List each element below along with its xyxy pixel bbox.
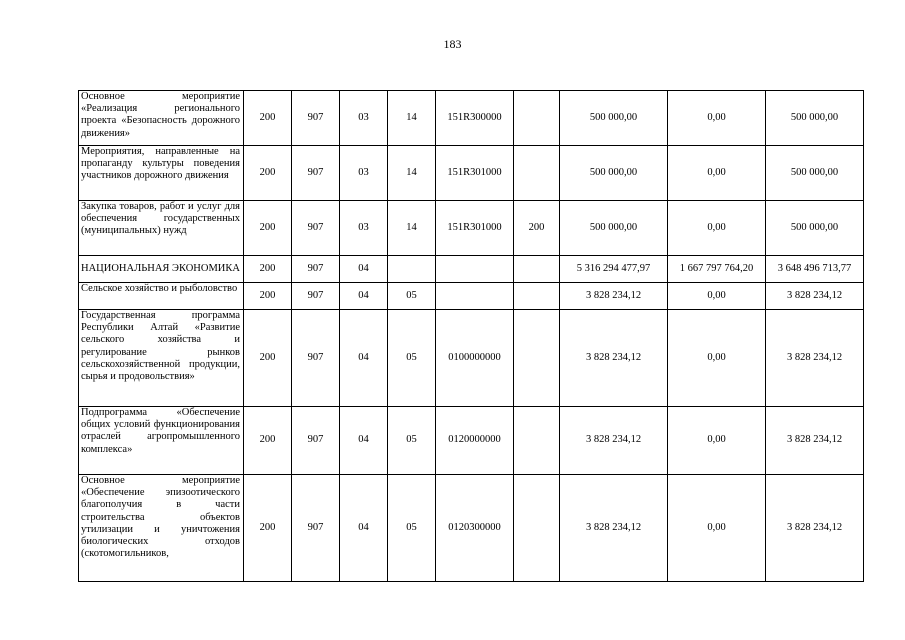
table-row	[79, 146, 864, 201]
cell-c4: 14	[388, 91, 436, 146]
row-name: НАЦИОНАЛЬНАЯ ЭКОНОМИКА	[79, 256, 244, 283]
table-row	[79, 407, 864, 475]
cell-v3: 3 828 234,12	[766, 283, 864, 310]
table-row	[79, 283, 864, 310]
table-row	[79, 201, 864, 256]
cell-v2: 1 667 797 764,20	[668, 256, 766, 283]
cell-c6	[514, 91, 560, 146]
cell-v1: 3 828 234,12	[560, 475, 668, 582]
row-name: Основное мероприятие «Реализация регионального проекта «Безопасность дорожного движения»	[79, 91, 244, 146]
cell-v3: 500 000,00	[766, 146, 864, 201]
row-name: Закупка товаров, работ и услуг для обеспечения государственных (муниципальных) нужд	[79, 201, 244, 256]
cell-v3: 3 828 234,12	[766, 407, 864, 475]
cell-v2: 0,00	[668, 310, 766, 407]
cell-v1: 3 828 234,12	[560, 310, 668, 407]
page-number: 183	[443, 37, 462, 51]
cell-c6	[514, 283, 560, 310]
cell-c1: 200	[244, 475, 292, 582]
cell-v2: 0,00	[668, 407, 766, 475]
cell-c3: 03	[340, 91, 388, 146]
cell-v2: 0,00	[668, 475, 766, 582]
cell-c4: 14	[388, 146, 436, 201]
cell-c6: 200	[514, 201, 560, 256]
cell-c2: 907	[292, 283, 340, 310]
row-name: Государственная программа Республики Алтай «Развитие сельского хозяйства и регулирование рынков сельскохозяйственной продукции, сырья и продовольствия»	[79, 310, 244, 407]
cell-c3: 03	[340, 146, 388, 201]
cell-v1: 500 000,00	[560, 91, 668, 146]
row-name: Сельское хозяйство и рыболовство	[79, 283, 244, 310]
cell-c1: 200	[244, 201, 292, 256]
cell-c5	[436, 256, 514, 283]
row-name: Основное мероприятие «Обеспечение эпизоотического благополучия в части строительства объектов утилизации и уничтожения биологических отходов (скотомогильников,	[79, 475, 244, 582]
cell-c5: 151R301000	[436, 146, 514, 201]
cell-c5: 0120300000	[436, 475, 514, 582]
cell-c1: 200	[244, 91, 292, 146]
cell-c5: 151R300000	[436, 91, 514, 146]
cell-c2: 907	[292, 201, 340, 256]
cell-v1: 500 000,00	[560, 201, 668, 256]
cell-v3: 3 828 234,12	[766, 310, 864, 407]
cell-c1: 200	[244, 283, 292, 310]
cell-c6	[514, 475, 560, 582]
cell-c2: 907	[292, 91, 340, 146]
cell-v3: 500 000,00	[766, 91, 864, 146]
cell-c5: 0120000000	[436, 407, 514, 475]
table-row	[79, 256, 864, 283]
cell-c1: 200	[244, 407, 292, 475]
cell-v2: 0,00	[668, 91, 766, 146]
cell-c4: 05	[388, 407, 436, 475]
cell-v1: 3 828 234,12	[560, 407, 668, 475]
cell-c1: 200	[244, 256, 292, 283]
table-row	[79, 475, 864, 582]
cell-c6	[514, 310, 560, 407]
cell-c4: 05	[388, 310, 436, 407]
cell-c2: 907	[292, 310, 340, 407]
cell-c4: 05	[388, 283, 436, 310]
table-row	[79, 91, 864, 146]
table-row	[79, 310, 864, 407]
cell-c6	[514, 256, 560, 283]
cell-v3: 3 648 496 713,77	[766, 256, 864, 283]
cell-v1: 3 828 234,12	[560, 283, 668, 310]
cell-v2: 0,00	[668, 283, 766, 310]
cell-v2: 0,00	[668, 146, 766, 201]
cell-c2: 907	[292, 475, 340, 582]
cell-c3: 04	[340, 407, 388, 475]
cell-c6	[514, 407, 560, 475]
cell-c5	[436, 283, 514, 310]
cell-v1: 500 000,00	[560, 146, 668, 201]
cell-c3: 04	[340, 256, 388, 283]
cell-c3: 04	[340, 283, 388, 310]
cell-c2: 907	[292, 256, 340, 283]
cell-c2: 907	[292, 407, 340, 475]
cell-v1: 5 316 294 477,97	[560, 256, 668, 283]
cell-v3: 3 828 234,12	[766, 475, 864, 582]
cell-c3: 03	[340, 201, 388, 256]
cell-c1: 200	[244, 146, 292, 201]
cell-c6	[514, 146, 560, 201]
cell-c1: 200	[244, 310, 292, 407]
cell-v3: 500 000,00	[766, 201, 864, 256]
cell-c2: 907	[292, 146, 340, 201]
cell-c5: 0100000000	[436, 310, 514, 407]
cell-c3: 04	[340, 310, 388, 407]
cell-c4: 05	[388, 475, 436, 582]
cell-c3: 04	[340, 475, 388, 582]
cell-c4: 14	[388, 201, 436, 256]
row-name: Мероприятия, направленные на пропаганду культуры поведения участников дорожного движения	[79, 146, 244, 201]
cell-v2: 0,00	[668, 201, 766, 256]
cell-c5: 151R301000	[436, 201, 514, 256]
row-name: Подпрограмма «Обеспечение общих условий функционирования отраслей агропромышленного комплекса»	[79, 407, 244, 475]
cell-c4	[388, 256, 436, 283]
budget-table	[78, 90, 864, 582]
